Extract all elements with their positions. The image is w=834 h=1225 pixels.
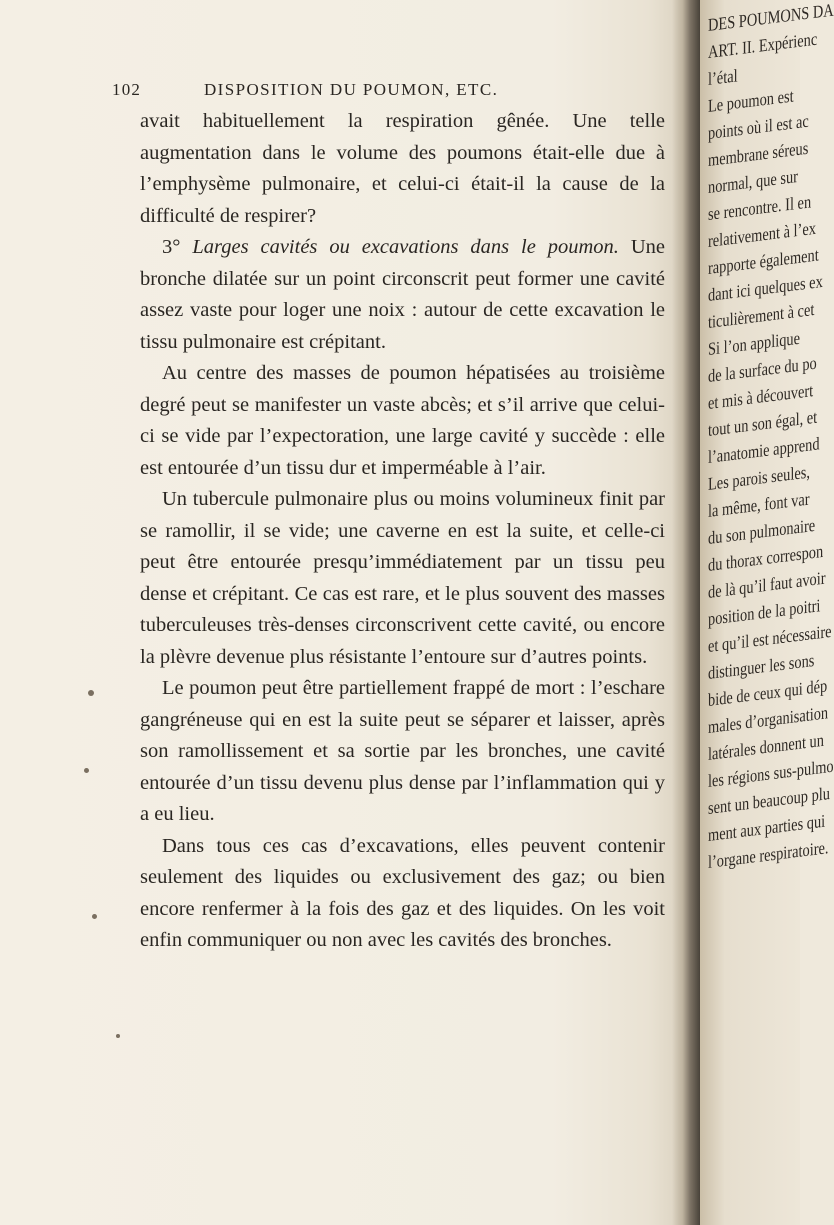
facing-page-line: rapporte également <box>708 244 819 278</box>
section-title: Larges cavités ou excavations dans le poumon. <box>192 236 619 258</box>
facing-page-line: Le poumon est <box>708 85 794 116</box>
facing-page-line: Si l’on applique <box>708 327 800 359</box>
facing-page-line: position de la poitri <box>708 595 821 629</box>
facing-page-line: points où il est ac <box>708 110 809 143</box>
facing-page-line: ment aux parties qui <box>708 810 826 845</box>
facing-page-line: les régions sus-pulmo <box>708 755 834 791</box>
facing-page-line: bide de ceux qui dép <box>708 675 828 710</box>
facing-page-line: normal, que sur <box>708 165 798 197</box>
paragraph: Au centre des masses de poumon hépatisées au troisième degré peut se manifester un vaste abcès; et s’il arrive que celui-ci se vide par l’expectoration, une large cavité y succède : elle est entourée d’un tissu dur et imperméable à l’air. <box>140 362 665 479</box>
section-number: 3° <box>162 236 181 258</box>
page-number: 102 <box>112 80 142 99</box>
body-text <box>140 106 665 957</box>
facing-page <box>700 0 834 1225</box>
section-text: Une bronche dilatée sur un point circonscrit peut former une cavité assez vaste pour loger une noix : autour de cette excavation le tissu pulmonaire est crépitant. <box>140 236 666 353</box>
facing-page-line: et mis à découvert <box>708 380 814 413</box>
facing-page-line: relativement à l’ex <box>708 217 816 251</box>
facing-page-line: et qu’il est nécessaire <box>708 620 832 656</box>
facing-page-line: ART. II. Expérienc <box>708 28 818 62</box>
paragraph: Un tubercule pulmonaire plus ou moins volumineux finit par se ramollir, il se vide; une caverne en est la suite, et celle-ci peut être entourée presqu’immédiatement par un tissu peu dense et crépitant. Ce cas est rare, et le plus souvent des masses tuberculeuses très-denses circonscrivent cette cavité, ou encore la plèvre devenue plus résistante l’entoure sur d’autres points. <box>140 488 665 668</box>
facing-page-line: tout un son égal, et <box>708 406 818 440</box>
facing-page-line: de là qu’il faut avoir <box>708 567 826 602</box>
ink-speck <box>84 768 89 773</box>
book-gutter <box>672 0 702 1225</box>
paragraph-continuation: avait habituellement la respiration gênée. Une telle augmentation dans le volume des poumons était-elle due à l’emphysème pulmonaire, et celui-ci était-il la cause de la difficulté de respirer? <box>140 110 665 227</box>
facing-page-line: l’anatomie apprend <box>708 433 820 467</box>
facing-page-line: distinguer les sons <box>708 649 815 683</box>
facing-page-line: se rencontre. Il en <box>708 191 812 224</box>
facing-page-line: du thorax correspon <box>708 540 824 575</box>
paragraph: Dans tous ces cas d’excavations, elles peuvent contenir seulement des liquides ou exclusivement des gaz; ou bien encore renfermer à la fois des gaz et des liquides. On les voit enfin communiquer ou non avec les cavités des bronches. <box>140 834 665 951</box>
section-paragraph <box>140 232 665 358</box>
facing-page-line: latérales donnent un <box>708 729 824 764</box>
facing-page-line: DES POUMONS DA <box>708 0 834 36</box>
ink-speck <box>116 1034 120 1038</box>
facing-page-line: dant ici quelques ex <box>708 270 823 305</box>
facing-page-line: ticulièrement à cet <box>708 298 815 332</box>
paragraph: Le poumon peut être partiellement frappé de mort : l’eschare gangréneuse qui en est la suite peut se séparer et laisser, après son ramollissement et sa sortie par les bronches, une cavité entourée d’un tissu devenu plus dense par l’inflammation qui y a eu lieu. <box>140 677 665 825</box>
ink-speck <box>92 914 97 919</box>
facing-page-text <box>708 0 834 876</box>
facing-page-line: la même, font var <box>708 488 810 521</box>
facing-page-line: l’étal <box>708 65 738 89</box>
running-head <box>112 76 672 106</box>
facing-page-line: du son pulmonaire <box>708 514 816 548</box>
ink-speck <box>88 690 94 696</box>
facing-page-line: Les parois seules, <box>708 461 810 494</box>
facing-page-line: l’organe respiratoire. <box>708 837 829 872</box>
facing-page-line: de la surface du po <box>708 352 817 386</box>
running-title: DISPOSITION DU POUMON, ETC. <box>204 80 499 99</box>
facing-page-line: sent un beaucoup plu <box>708 783 830 818</box>
facing-page-line: membrane séreus <box>708 137 809 170</box>
facing-page-line: males d’organisation <box>708 702 829 737</box>
